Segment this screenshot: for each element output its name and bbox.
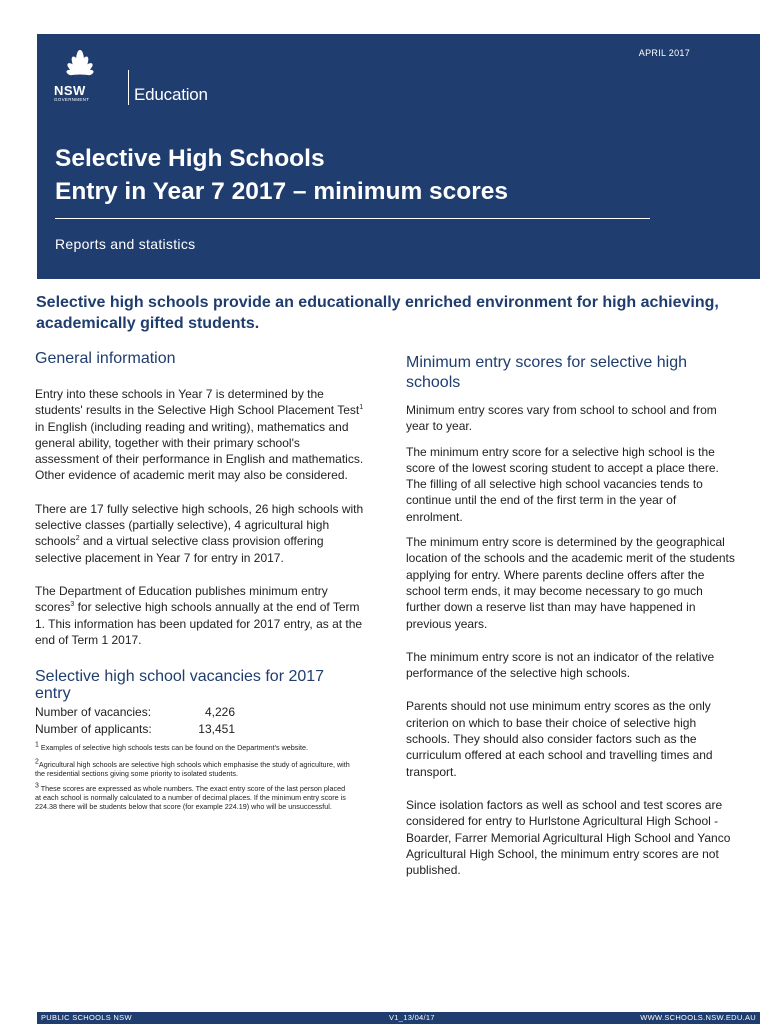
general-paragraph-1: Entry into these schools in Year 7 is determined by the students' results in the Selective High School Placement Test$^1$ in English (including reading and writing), mathematics and general ability, together with their primary school's assessment of their performance in English and mathematics. Other evidence of academic merit may also be considered. <box>35 387 364 483</box>
general-information-heading: General information <box>35 350 176 367</box>
title-line-1: Selective High Schools <box>55 145 325 172</box>
intro-statement: Selective high schools provide an educationally enriched environment for high achieving, academically gifted students. <box>36 294 719 332</box>
vacancies-value: 4,226 <box>204 705 235 720</box>
title-line-2: Entry in Year 7 2017 – minimum scores <box>55 178 509 205</box>
footer-website-link[interactable]: WWW.SCHOOLS.NSW.EDU.AU <box>640 1013 756 1022</box>
vacancies-table <box>35 704 365 737</box>
publication-date: APRIL 2017 <box>638 48 690 58</box>
footnote-ref-2: 2 <box>75 535 80 543</box>
header-banner <box>37 34 760 279</box>
nsw-education-logo <box>53 50 213 108</box>
footnote-1: $^1$ Examples of selective high schools tests can be found on the Department's website. <box>35 741 308 753</box>
footnote-3: $^3$ These scores are expressed as whole numbers. The exact entry score of the last person placed at each school is normally calculated to a number of decimal places. If the minimum entry score is 224.38 there will be students below that score (for example 224.19) who will be unsuccessful. <box>35 782 346 812</box>
vacancies-heading: Selective high school vacancies for 2017 entry <box>35 668 325 703</box>
minimum-paragraph-1: Minimum entry scores vary from school to school and from year to year. <box>406 403 717 434</box>
applicants-label: Number of applicants: <box>35 721 152 736</box>
applicants-row <box>35 721 365 738</box>
footnote-ref-1: 1 <box>359 404 364 412</box>
logo-government-text: GOVERNMENT <box>54 97 90 102</box>
page-subtitle: Reports and statistics <box>55 236 196 252</box>
footer-left-text: PUBLIC SCHOOLS NSW <box>41 1013 132 1022</box>
minimum-paragraph-4: The minimum entry score is not an indicator of the relative performance of the selective high schools. <box>406 649 715 681</box>
vacancies-label: Number of vacancies: <box>35 705 152 720</box>
footer-version: V1_13/04/17 <box>389 1013 435 1022</box>
applicants-value: 13,451 <box>198 721 235 736</box>
minimum-paragraph-2: The minimum entry score for a selective high school is the score of the lowest scoring student to accept a place there. The filling of all selective high school vacancies tends to continue until the end of the first term in the year of enrolment. <box>406 444 719 524</box>
minimum-paragraph-5: Parents should not use minimum entry scores as the only criterion on which to base their choice of selective high schools. They should also consider factors such as the curriculum offered at each school and travelling times and transport. <box>406 699 713 779</box>
waratah-icon <box>53 50 107 82</box>
page-title <box>55 142 508 208</box>
right-column <box>406 353 736 878</box>
left-column <box>35 350 365 811</box>
footnote-2: $^2$Agricultural high schools are selective high schools which emphasise the study of agriculture, with the residential sections giving some priority to isolated students. <box>35 758 350 779</box>
footnote-ref-3: 3 <box>70 601 75 609</box>
logo-education-text: Education <box>134 85 208 104</box>
footer-bar <box>37 1012 760 1024</box>
logo-divider <box>128 70 129 105</box>
general-paragraph-2: There are 17 fully selective high schools, 26 high schools with selective classes (partially selective), 4 agricultural high schools$^2$ and a virtual selective class provision offering selective placement in Year 7 for entry in 2017. <box>35 501 364 565</box>
title-divider <box>55 218 650 219</box>
logo-nsw-text: NSW <box>54 83 86 98</box>
vacancies-row <box>35 704 365 721</box>
minimum-scores-heading: Minimum entry scores for selective high schools <box>406 354 687 391</box>
minimum-paragraph-3: The minimum entry score is determined by the geographical location of the schools and the academic merit of the students applying for entry. Where parents decline offers after the school term ends, it may become necessary to go much further down a reserve list than may have happened in previous years. <box>406 535 735 631</box>
general-paragraph-3: The Department of Education publishes minimum entry scores$^3$ for selective high schools annually at the end of Term 1. This information has been updated for 2017 entry, as at the end of Term 1 2017. <box>35 583 363 647</box>
minimum-paragraph-6: Since isolation factors as well as school and test scores are considered for entry to Hurlstone Agricultural High School - Boarder, Farrer Memorial Agricultural High School and Yanco Agricultural High School, the minimum entry scores are not published. <box>406 797 731 878</box>
